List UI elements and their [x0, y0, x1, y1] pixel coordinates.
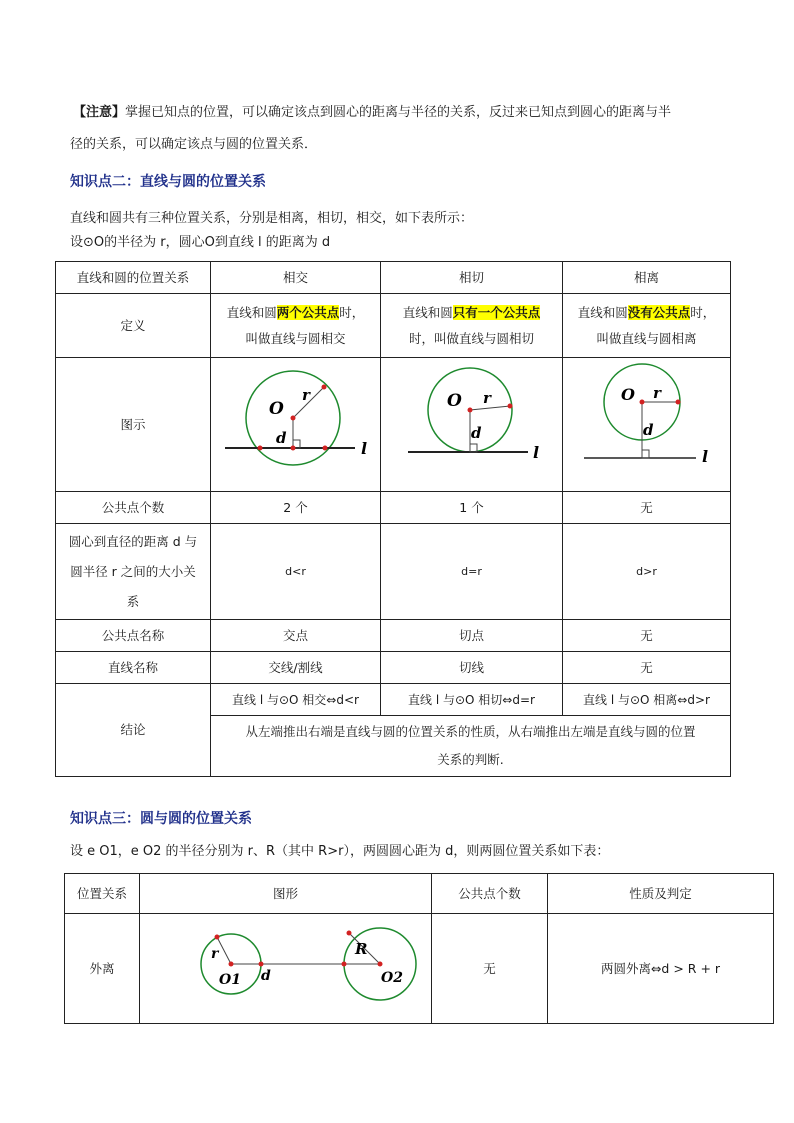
svg-text:l: l — [701, 447, 708, 466]
figure-separate-svg — [564, 358, 730, 482]
conclusion-intersect: 直线 l 与⊙O 相交⇔d<r — [211, 684, 381, 716]
count-intersect: 2 个 — [211, 492, 381, 524]
point-name-intersect: 交点 — [211, 620, 381, 652]
row-separate-count: 无 — [432, 914, 548, 1024]
svg-text:d: d — [275, 429, 286, 447]
svg-text:O1: O1 — [218, 972, 241, 988]
section3-intro: 设 e O1，e O2 的半径分别为 r、R（其中 R>r），两圆圆心距为 d，则两圆位置关系如下表： — [70, 844, 610, 859]
relation-label: 圆心到直径的距离 d 与 圆半径 r 之间的大小关 系 — [56, 524, 211, 620]
relation-intersect: d<r — [211, 524, 381, 620]
def-tangent: 直线和圆只有一个公共点 时，叫做直线与圆相切 — [381, 294, 563, 358]
note-tag: 【注意】 — [73, 105, 126, 120]
note-text-1: 掌握已知点的位置，可以确定该点到圆心的距离与半径的关系，反过来已知点到圆心的距离与半 — [125, 105, 672, 120]
count-label: 公共点个数 — [56, 492, 211, 524]
figure-two-circles — [140, 914, 432, 1024]
line-circle-table — [55, 261, 731, 777]
svg-text:O: O — [446, 391, 462, 411]
conclusion-tangent: 直线 l 与⊙O 相切⇔d=r — [381, 684, 563, 716]
def-label: 定义 — [56, 294, 211, 358]
svg-text:O: O — [620, 385, 635, 404]
point-name-tangent: 切点 — [381, 620, 563, 652]
svg-text:l: l — [532, 443, 539, 462]
svg-text:r: r — [210, 946, 218, 962]
section3-heading: 知识点三：圆与圆的位置关系 — [70, 811, 252, 827]
figure-tangent — [381, 358, 563, 492]
conclusion-label: 结论 — [56, 684, 211, 777]
relation-tangent: d=r — [381, 524, 563, 620]
figure-intersect-svg — [213, 358, 379, 482]
line-name-label: 直线名称 — [56, 652, 211, 684]
svg-text:d: d — [470, 424, 481, 442]
point-name-label: 公共点名称 — [56, 620, 211, 652]
figure-intersect — [211, 358, 381, 492]
section2-intro-2: 设⊙O的半径为 r，圆心O到直线 l 的距离为 d — [70, 235, 331, 250]
svg-text:d: d — [642, 421, 653, 439]
line-name-tangent: 切线 — [381, 652, 563, 684]
section2-intro-1: 直线和圆共有三种位置关系，分别是相离，相切，相交，如下表所示： — [70, 211, 474, 226]
svg-text:r: r — [301, 386, 310, 404]
svg-text:r: r — [652, 384, 661, 402]
point-name-separate: 无 — [563, 620, 731, 652]
col-figure: 图形 — [140, 874, 432, 914]
svg-text:O: O — [268, 399, 284, 419]
svg-text:r: r — [482, 389, 491, 407]
line-name-separate: 无 — [563, 652, 731, 684]
figure-tangent-svg — [383, 358, 561, 482]
note-line-2: 径的关系，可以确定该点与圆的位置关系． — [70, 137, 318, 152]
count-tangent: 1 个 — [381, 492, 563, 524]
col-tangent: 相切 — [381, 262, 563, 294]
def-intersect: 直线和圆两个公共点时， 叫做直线与圆相交 — [211, 294, 381, 358]
relation-separate: d>r — [563, 524, 731, 620]
figure-label: 图示 — [56, 358, 211, 492]
conclusion-note: 从左端推出右端是直线与圆的位置关系的性质，从右端推出左端是直线与圆的位置 关系的判断. — [211, 716, 731, 777]
row-separate-label: 外离 — [65, 914, 140, 1024]
col-intersect: 相交 — [211, 262, 381, 294]
figure-separate — [563, 358, 731, 492]
conclusion-separate: 直线 l 与⊙O 相离⇔d>r — [563, 684, 731, 716]
col-separate: 相离 — [563, 262, 731, 294]
row-separate-property: 两圆外离⇔d > R + r — [548, 914, 774, 1024]
def-separate: 直线和圆没有公共点时， 叫做直线与圆相离 — [563, 294, 731, 358]
svg-text:l: l — [360, 439, 367, 458]
two-circles-svg — [141, 914, 431, 1014]
line-name-intersect: 交线/割线 — [211, 652, 381, 684]
circle-circle-table — [64, 873, 774, 1024]
svg-text:O2: O2 — [380, 970, 403, 986]
col-position: 位置关系 — [65, 874, 140, 914]
col-count: 公共点个数 — [432, 874, 548, 914]
note-line-1 — [73, 103, 671, 123]
svg-text:d: d — [260, 968, 271, 984]
svg-text:R: R — [354, 940, 367, 958]
table-header: 直线和圆的位置关系 — [56, 262, 211, 294]
section2-heading: 知识点二：直线与圆的位置关系 — [70, 174, 266, 190]
col-property: 性质及判定 — [548, 874, 774, 914]
count-separate: 无 — [563, 492, 731, 524]
